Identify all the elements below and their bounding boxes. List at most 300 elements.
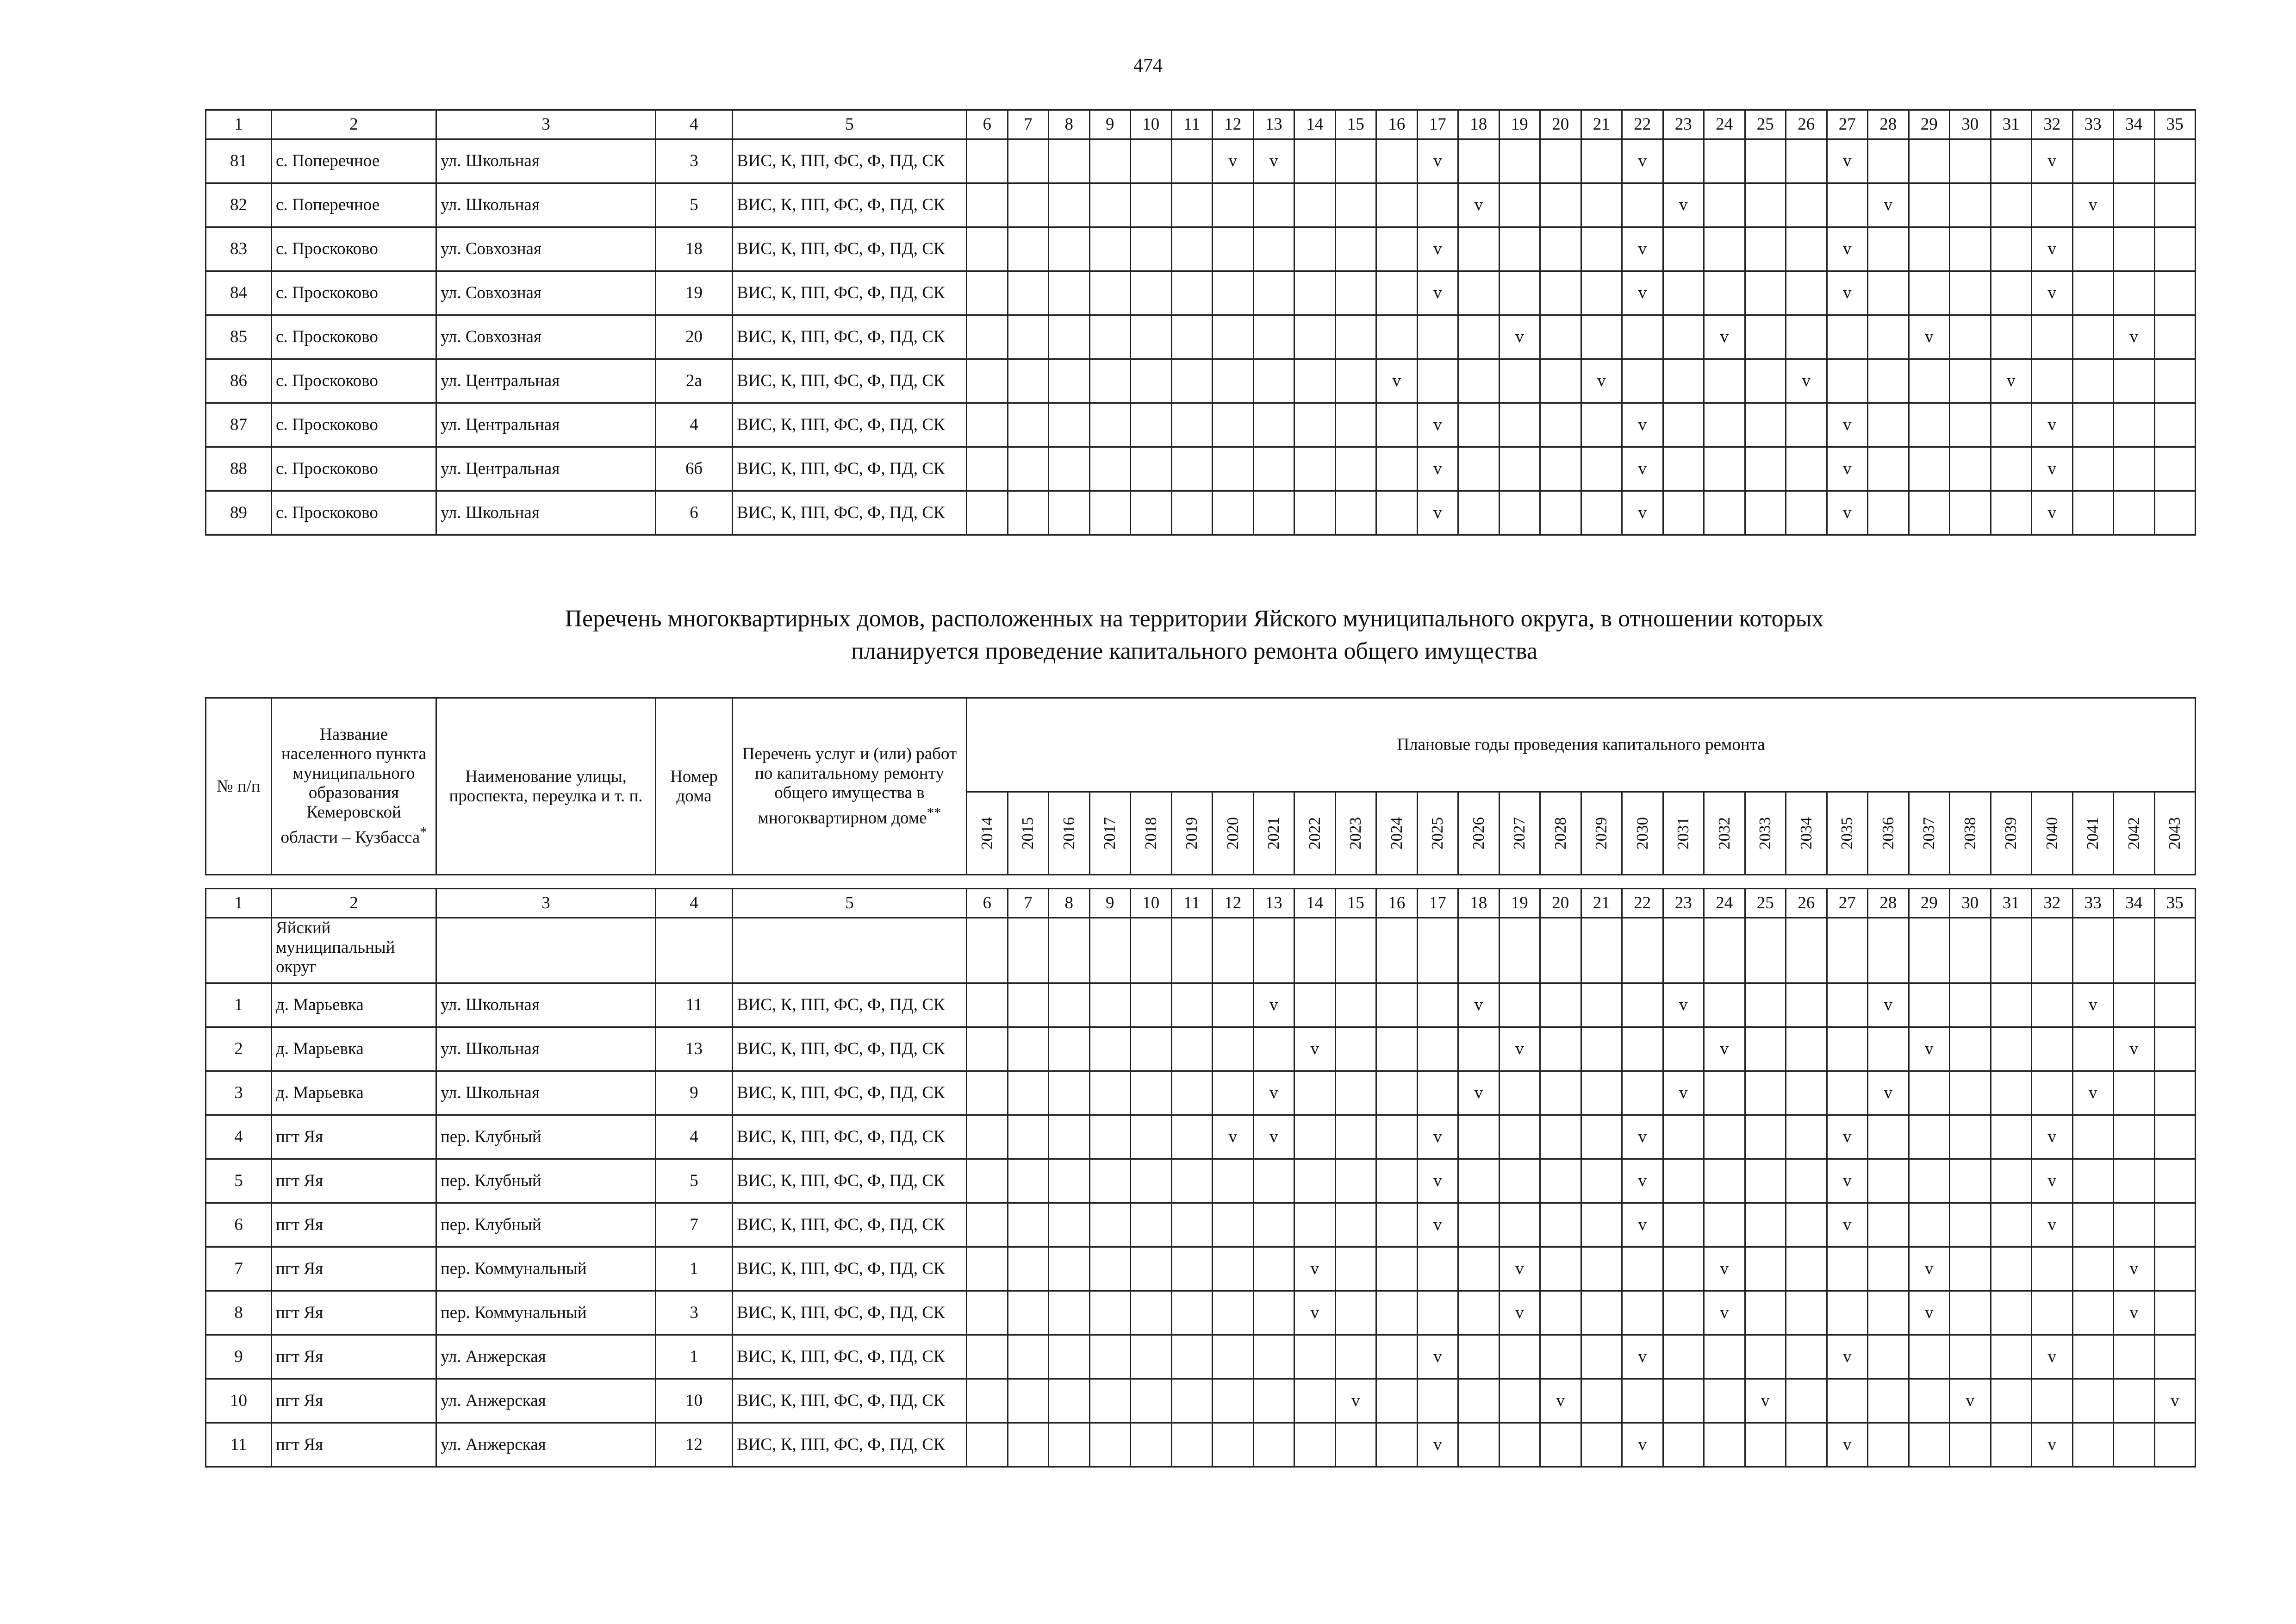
year-cell-2025 [1417,1291,1458,1335]
year-cell-2038 [1950,183,1991,227]
year-cell-2017 [1089,1423,1131,1467]
year-cell-2039 [1991,227,2032,271]
year-cell-2039 [1991,1291,2032,1335]
row-index: 82 [206,183,272,227]
column-number: 14 [1294,110,1336,139]
year-cell-2026 [1458,227,1500,271]
year-cell-2029 [1581,1423,1622,1467]
house-number: 4 [656,403,733,447]
year-cell-2020 [1213,315,1254,359]
column-number: 29 [1909,889,1950,918]
settlement-name: пгт Яя [272,1115,436,1159]
year-cell-2014 [967,403,1008,447]
year-cell-2033 [1745,139,1786,183]
year-cell-2017 [1089,1335,1131,1379]
house-number: 4 [656,1115,733,1159]
year-cell-2030: v [1622,227,1663,271]
year-cell-2018 [1131,403,1172,447]
row-index: 11 [206,1423,272,1467]
settlement-name: с. Проскоково [272,447,436,491]
year-cell-2027 [1499,1159,1540,1203]
column-number: 2 [272,889,436,918]
year-cell-2021: v [1253,1115,1294,1159]
year-cell-2038 [1950,1071,1991,1115]
year-cell-2034: v [1786,359,1827,403]
year-label: 2039 [2002,817,2020,849]
row-index: 87 [206,403,272,447]
year-cell-2019 [1171,491,1213,535]
street-name: ул. Анжерская [436,1379,656,1423]
works-list: ВИС, К, ПП, ФС, Ф, ПД, СК [733,1071,967,1115]
year-cell-2022 [1294,447,1336,491]
year-cell-2015 [1008,403,1049,447]
year-cell-2040 [2032,1071,2073,1115]
year-cell-2014 [967,447,1008,491]
year-cell-2040: v [2032,1423,2073,1467]
empty-cell [1131,918,1172,983]
year-cell-2031: v [1663,183,1704,227]
year-cell-2027 [1499,271,1540,315]
year-cell-2027 [1499,1071,1540,1115]
year-cell-2021 [1253,315,1294,359]
year-cell-2033 [1745,447,1786,491]
year-cell-2041 [2072,1027,2114,1071]
year-cell-2031 [1663,1291,1704,1335]
year-header [1909,792,1950,875]
year-cell-2014 [967,315,1008,359]
page-number: 474 [1133,55,1163,76]
year-label: 2041 [2084,817,2102,849]
year-cell-2041: v [2072,983,2114,1027]
year-cell-2023 [1335,491,1376,535]
year-cell-2019 [1171,1423,1213,1467]
year-cell-2023 [1335,227,1376,271]
column-number: 1 [206,110,272,139]
column-number: 9 [1089,889,1131,918]
year-cell-2025 [1417,1027,1458,1071]
year-label: 2042 [2124,817,2143,849]
year-cell-2018 [1131,1203,1172,1247]
column-number: 35 [2154,889,2196,918]
header-works-list: Перечень услуг и (или) работ по капитальному ремонту общего имущества в многоквартирном доме** [733,698,967,875]
year-cell-2034 [1786,183,1827,227]
year-cell-2014 [967,139,1008,183]
year-cell-2014 [967,1247,1008,1291]
year-cell-2036 [1868,447,1909,491]
column-number: 34 [2114,110,2155,139]
empty-cell [656,918,733,983]
column-number: 12 [1213,110,1254,139]
year-header [1253,792,1294,875]
empty-cell [1827,918,1868,983]
header-row-titles [206,698,2196,792]
year-cell-2042 [2114,983,2155,1027]
year-cell-2038 [1950,983,1991,1027]
year-cell-2019 [1171,1159,1213,1203]
year-cell-2039 [1991,271,2032,315]
year-cell-2030: v [1622,1423,1663,1467]
year-cell-2031 [1663,403,1704,447]
year-cell-2023 [1335,447,1376,491]
year-cell-2016 [1049,1379,1090,1423]
year-cell-2041: v [2072,1071,2114,1115]
year-cell-2026 [1458,447,1500,491]
column-number: 20 [1540,889,1581,918]
empty-cell [733,918,967,983]
year-cell-2015 [1008,1291,1049,1335]
group-row [206,918,2196,983]
year-cell-2026 [1458,271,1500,315]
year-cell-2022 [1294,1159,1336,1203]
year-cell-2028 [1540,315,1581,359]
year-cell-2026 [1458,1423,1500,1467]
year-cell-2024 [1376,983,1418,1027]
works-list: ВИС, К, ПП, ФС, Ф, ПД, СК [733,359,967,403]
year-cell-2020 [1213,1203,1254,1247]
empty-cell [967,918,1008,983]
row-index: 7 [206,1247,272,1291]
row-index: 85 [206,315,272,359]
year-cell-2035 [1827,183,1868,227]
year-cell-2037 [1909,983,1950,1027]
year-cell-2014 [967,227,1008,271]
column-number: 25 [1745,110,1786,139]
row-index: 89 [206,491,272,535]
year-cell-2023 [1335,1291,1376,1335]
year-cell-2031 [1663,491,1704,535]
year-cell-2038 [1950,359,1991,403]
year-cell-2036 [1868,491,1909,535]
year-cell-2038 [1950,1423,1991,1467]
year-cell-2039 [1991,1159,2032,1203]
year-cell-2017 [1089,271,1131,315]
year-cell-2038 [1950,139,1991,183]
year-cell-2029 [1581,1203,1622,1247]
works-list: ВИС, К, ПП, ФС, Ф, ПД, СК [733,1159,967,1203]
year-cell-2036: v [1868,183,1909,227]
year-cell-2019 [1171,447,1213,491]
year-header [1417,792,1458,875]
year-cell-2035: v [1827,1423,1868,1467]
year-cell-2034 [1786,271,1827,315]
year-cell-2028 [1540,1335,1581,1379]
year-cell-2032 [1704,491,1745,535]
year-cell-2032 [1704,1203,1745,1247]
year-cell-2042 [2114,1423,2155,1467]
empty-cell [1868,918,1909,983]
year-cell-2035 [1827,359,1868,403]
year-cell-2023: v [1335,1379,1376,1423]
year-cell-2030 [1622,183,1663,227]
year-cell-2036 [1868,1247,1909,1291]
year-cell-2028: v [1540,1379,1581,1423]
year-cell-2024 [1376,1247,1418,1291]
year-cell-2031 [1663,359,1704,403]
year-cell-2015 [1008,1159,1049,1203]
works-list: ВИС, К, ПП, ФС, Ф, ПД, СК [733,983,967,1027]
year-cell-2024 [1376,1203,1418,1247]
year-cell-2028 [1540,271,1581,315]
year-cell-2036 [1868,227,1909,271]
year-cell-2035: v [1827,447,1868,491]
year-cell-2033 [1745,1203,1786,1247]
year-cell-2028 [1540,227,1581,271]
year-cell-2043: v [2154,1379,2196,1423]
year-cell-2021 [1253,1247,1294,1291]
year-cell-2042 [2114,1115,2155,1159]
house-number: 1 [656,1247,733,1291]
year-cell-2034 [1786,1203,1827,1247]
year-cell-2038 [1950,1247,1991,1291]
year-cell-2023 [1335,1027,1376,1071]
year-cell-2024 [1376,1291,1418,1335]
year-cell-2036 [1868,1379,1909,1423]
settlement-name: с. Проскоково [272,227,436,271]
column-number: 30 [1950,110,1991,139]
row-index: 86 [206,359,272,403]
year-cell-2024 [1376,403,1418,447]
column-number: 26 [1786,889,1827,918]
empty-cell [1499,918,1540,983]
year-cell-2032 [1704,447,1745,491]
year-cell-2033 [1745,271,1786,315]
year-cell-2030 [1622,1071,1663,1115]
row-index: 5 [206,1159,272,1203]
year-cell-2043 [2154,183,2196,227]
year-cell-2026 [1458,491,1500,535]
year-cell-2035 [1827,315,1868,359]
year-cell-2038 [1950,1027,1991,1071]
empty-cell [1294,918,1336,983]
house-number: 13 [656,1027,733,1071]
column-number: 19 [1499,889,1540,918]
column-number: 28 [1868,889,1909,918]
year-cell-2026 [1458,359,1500,403]
year-cell-2031 [1663,139,1704,183]
column-number: 18 [1458,889,1500,918]
year-cell-2015 [1008,1071,1049,1115]
year-cell-2041 [2072,315,2114,359]
year-cell-2037 [1909,1379,1950,1423]
row-index: 1 [206,983,272,1027]
year-cell-2038 [1950,315,1991,359]
table-row [206,139,2196,183]
year-cell-2023 [1335,359,1376,403]
year-cell-2038 [1950,227,1991,271]
year-cell-2037: v [1909,1247,1950,1291]
year-cell-2018 [1131,983,1172,1027]
year-cell-2025: v [1417,447,1458,491]
year-cell-2042: v [2114,1027,2155,1071]
year-cell-2025 [1417,315,1458,359]
year-cell-2021 [1253,403,1294,447]
year-cell-2035: v [1827,1115,1868,1159]
table-row [206,1027,2196,1071]
settlement-name: пгт Яя [272,1379,436,1423]
year-cell-2029 [1581,403,1622,447]
year-cell-2042: v [2114,1291,2155,1335]
year-cell-2039 [1991,1115,2032,1159]
empty-cell [1540,918,1581,983]
year-cell-2042 [2114,1071,2155,1115]
settlement-name: с. Поперечное [272,183,436,227]
year-cell-2032 [1704,1335,1745,1379]
street-name: ул. Анжерская [436,1423,656,1467]
table-row [206,1335,2196,1379]
year-cell-2016 [1049,227,1090,271]
year-cell-2029 [1581,1335,1622,1379]
house-number: 10 [656,1379,733,1423]
year-cell-2026 [1458,1291,1500,1335]
empty-cell [1950,918,1991,983]
street-name: ул. Совхозная [436,315,656,359]
year-cell-2039 [1991,1247,2032,1291]
column-number: 11 [1171,889,1213,918]
year-cell-2038 [1950,403,1991,447]
empty-cell [1663,918,1704,983]
year-cell-2017 [1089,315,1131,359]
year-cell-2034 [1786,1379,1827,1423]
year-cell-2039 [1991,1379,2032,1423]
year-label: 2031 [1674,817,1692,849]
year-cell-2014 [967,1379,1008,1423]
column-number: 12 [1213,889,1254,918]
house-number: 3 [656,139,733,183]
year-cell-2030 [1622,359,1663,403]
column-number: 17 [1417,110,1458,139]
year-cell-2035: v [1827,139,1868,183]
works-list: ВИС, К, ПП, ФС, Ф, ПД, СК [733,315,967,359]
year-cell-2040: v [2032,139,2073,183]
year-cell-2034 [1786,315,1827,359]
settlement-name: д. Марьевка [272,983,436,1027]
year-cell-2030: v [1622,447,1663,491]
year-cell-2033 [1745,491,1786,535]
year-cell-2036 [1868,1115,1909,1159]
year-cell-2034 [1786,983,1827,1027]
year-cell-2032: v [1704,315,1745,359]
column-number: 3 [436,110,656,139]
year-cell-2038: v [1950,1379,1991,1423]
year-cell-2032: v [1704,1027,1745,1071]
year-cell-2042 [2114,447,2155,491]
year-cell-2043 [2154,1423,2196,1467]
year-cell-2037 [1909,139,1950,183]
year-label: 2014 [977,817,996,849]
year-cell-2040: v [2032,271,2073,315]
column-number: 30 [1950,889,1991,918]
column-number: 16 [1376,889,1418,918]
year-cell-2040 [2032,1247,2073,1291]
year-cell-2014 [967,1027,1008,1071]
year-cell-2017 [1089,183,1131,227]
column-number: 15 [1335,889,1376,918]
year-cell-2043 [2154,403,2196,447]
year-cell-2037 [1909,1203,1950,1247]
year-cell-2022 [1294,1203,1336,1247]
year-cell-2020 [1213,1291,1254,1335]
house-number: 2а [656,359,733,403]
year-cell-2014 [967,491,1008,535]
year-cell-2031 [1663,227,1704,271]
year-label: 2025 [1428,817,1447,849]
year-cell-2035 [1827,983,1868,1027]
column-number: 32 [2032,110,2073,139]
year-cell-2037 [1909,271,1950,315]
year-label: 2017 [1101,817,1119,849]
year-header [1704,792,1745,875]
year-cell-2032 [1704,139,1745,183]
year-cell-2041 [2072,359,2114,403]
footnote-mark: * [420,824,427,840]
year-cell-2027: v [1499,1291,1540,1335]
year-cell-2014 [967,983,1008,1027]
year-cell-2020 [1213,491,1254,535]
year-cell-2024 [1376,491,1418,535]
year-cell-2032 [1704,359,1745,403]
year-cell-2035: v [1827,227,1868,271]
year-cell-2028 [1540,1027,1581,1071]
year-cell-2027 [1499,359,1540,403]
year-cell-2042 [2114,271,2155,315]
year-header [1171,792,1213,875]
year-cell-2030: v [1622,491,1663,535]
year-cell-2026 [1458,139,1500,183]
works-list: ВИС, К, ПП, ФС, Ф, ПД, СК [733,447,967,491]
year-header [2114,792,2155,875]
empty-cell [1089,918,1131,983]
column-number-row [206,110,2196,139]
year-cell-2020 [1213,447,1254,491]
year-cell-2030 [1622,983,1663,1027]
year-cell-2021: v [1253,983,1294,1027]
year-label: 2040 [2042,817,2061,849]
column-number: 27 [1827,110,1868,139]
year-cell-2017 [1089,1115,1131,1159]
year-label: 2029 [1592,817,1611,849]
year-cell-2031 [1663,1379,1704,1423]
column-number: 4 [656,889,733,918]
year-cell-2037 [1909,491,1950,535]
row-index: 83 [206,227,272,271]
year-cell-2034 [1786,1115,1827,1159]
year-cell-2019 [1171,315,1213,359]
column-number: 5 [733,889,967,918]
year-cell-2039 [1991,491,2032,535]
year-cell-2036: v [1868,983,1909,1027]
year-cell-2016 [1049,491,1090,535]
year-label: 2037 [1920,817,1938,849]
year-header [1991,792,2032,875]
year-cell-2033 [1745,1071,1786,1115]
year-cell-2040: v [2032,1335,2073,1379]
street-name: ул. Совхозная [436,271,656,315]
year-cell-2016 [1049,983,1090,1027]
year-cell-2026: v [1458,1071,1500,1115]
settlement-name: пгт Яя [272,1247,436,1291]
column-number: 6 [967,110,1008,139]
year-cell-2023 [1335,1335,1376,1379]
year-cell-2016 [1049,315,1090,359]
year-cell-2040 [2032,183,2073,227]
year-cell-2017 [1089,359,1131,403]
year-cell-2022 [1294,1071,1336,1115]
year-cell-2027 [1499,1379,1540,1423]
year-cell-2040: v [2032,1159,2073,1203]
column-number: 15 [1335,110,1376,139]
house-number: 9 [656,1071,733,1115]
works-list: ВИС, К, ПП, ФС, Ф, ПД, СК [733,1423,967,1467]
